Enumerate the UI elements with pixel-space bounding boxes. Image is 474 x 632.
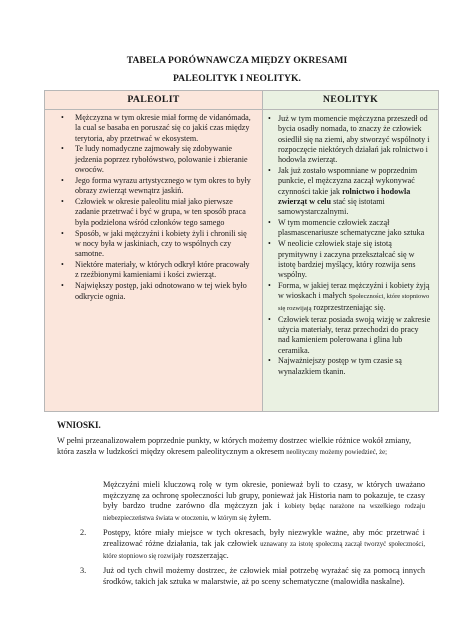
bullet-icon: • xyxy=(61,175,64,185)
list-item: • Już w tym momencie mężczyzna przeszedł od bycia osadły nomada, to znaczy że człowiek osiedlił się na ziemi, aby stworzyć wspólnoty i rozpoczęcie niektórych działań jak rolnictwo i hodowla zwierząt. xyxy=(268,114,430,165)
bullet-icon: • xyxy=(268,314,271,324)
bullet-icon: • xyxy=(61,113,64,122)
paleolit-list xyxy=(45,110,262,302)
list-item: • Człowiek teraz posiada swoją wizję w zakresie użycia materiały, teraz przechodzi do pracy nad kamieniem polerowana i glina lub ceramika. xyxy=(268,314,431,355)
bullet-icon: • xyxy=(268,239,271,249)
bullet-icon: • xyxy=(268,218,271,228)
bullet-icon: • xyxy=(61,260,64,270)
list-item: • W tym momencie człowiek zaczął plasmascenariusze schematyczne jako sztuka xyxy=(268,218,425,238)
list-item: • Te ludy nomadyczne zajmowały się zdobywanie jedzenia poprzez rybołówstwo, polowanie i zbieranie owoców. xyxy=(61,144,248,175)
conclusions-title: WNIOSKI. xyxy=(57,420,101,430)
document-subtitle: PALEOLITYK I NEOLITYK. xyxy=(172,73,302,84)
comparison-table xyxy=(44,90,439,412)
list-item: 2. Postępy, które miały miejsce w tych okresach, były niezwykle ważne, aby móc przetrwać i zrealizować różne działania, tak jak człowiek uznawany za istotę społeczną zaczął tworzyć społeczności, które stopniowo się rozwijały rozszerzając. xyxy=(80,528,426,560)
bullet-icon: • xyxy=(268,166,271,176)
bullet-icon: • xyxy=(61,197,64,207)
paleolit-header: PALEOLIT xyxy=(45,91,262,110)
neolityk-header: NEOLITYK xyxy=(263,91,438,110)
list-item: • Forma, w jakiej teraz mężczyźni i kobiety żyją w wioskach i małych Społeczności, które stopniowo się rozwijają rozprzestrzeniając się. xyxy=(268,281,430,312)
bullet-icon: • xyxy=(268,356,271,366)
document-title: TABELA PORÓWNAWCZA MIĘDZY OKRESAMI xyxy=(126,55,348,66)
list-item: • Jego forma wyrazu artystycznego w tym okres to były obrazy zwierząt wewnątrz jaskiń. xyxy=(61,175,251,196)
paleolit-column xyxy=(45,91,263,411)
list-item: • Niektóre materiały, w których odkrył które pracowały z rzeźbionymi kamieniami i kości zwierząt. xyxy=(61,260,250,280)
list-item: • Mężczyzna w tym okresie miał formę de vidanómada, la cual se basaba en poruszać się co jakiś czas między terytoria, aby przetrwać w ekosystem. xyxy=(61,113,251,143)
neolityk-column xyxy=(263,91,438,411)
list-item: • Najważniejszy postęp w tym czasie są wynalazkiem tkanin. xyxy=(268,356,402,376)
list-item: • Sposób, w jaki mężczyźni i kobiety żyli i chronili się w nocy była w jaskiniach, czy to wspólnych czy samotne. xyxy=(61,228,247,259)
list-item: 3. Już od tych chwil możemy dostrzec, że człowiek miał potrzebę wyrażać się za pomocą innych środków, takich jak sztuka w malarstwie, aż po sceny schematyczne (malowidła naskalne). xyxy=(80,566,425,586)
conclusions-intro: W pełni przeanalizowałem poprzednie punkty, w których możemy dostrzec wielkie różnice wokół zmiany, która zaszła w ludzkości między okresem paleolitycznym a okresem neolityczny możemy powiedzieć, że; xyxy=(57,436,412,456)
bullet-icon: • xyxy=(268,114,271,123)
bullet-icon: • xyxy=(268,281,271,291)
list-item: Mężczyźni mieli kluczową rolę w tym okresie, ponieważ byli to czasy, w których uważano mężczyznę za ochronę społeczności lub grupy, ponieważ jak Historia nam to pokazuje, te czasy były bardzo trudne zarówno dla mężczyzn jak i kobiety będąc narażone na wszelkiego rodzaju niebezpieczeństwa świata w otoczeniu, w którym się żyłem. xyxy=(103,480,425,522)
bullet-icon: • xyxy=(61,228,64,238)
bullet-icon: • xyxy=(61,144,64,154)
conclusions-list xyxy=(80,480,425,591)
list-item: • Człowiek w okresie paleolitu miał jako pierwsze zadanie przetrwać i być w grupa, w ten sposób praca była podzielona wśród członków tego samego xyxy=(61,197,246,227)
neolityk-list xyxy=(263,110,438,377)
bullet-icon: • xyxy=(61,281,64,291)
list-item: • Jak już zostało wspomniane w poprzednim punkcie, el mężczyzna zaczął wykonywać czynności takie jak rolnictwo i hodowla zwierząt w celu stać się istotami samowystarczalnymi. xyxy=(268,166,418,217)
list-item: • W neolicie człowiek staje się istotą prymitywny i zaczyna przekształcać się w istotę bardziej myślący, który rozwija sens wspólny. xyxy=(268,239,416,280)
list-item: • Największy postęp, jaki odnotowano w tej wiek było odkrycie ognia. xyxy=(61,281,247,301)
